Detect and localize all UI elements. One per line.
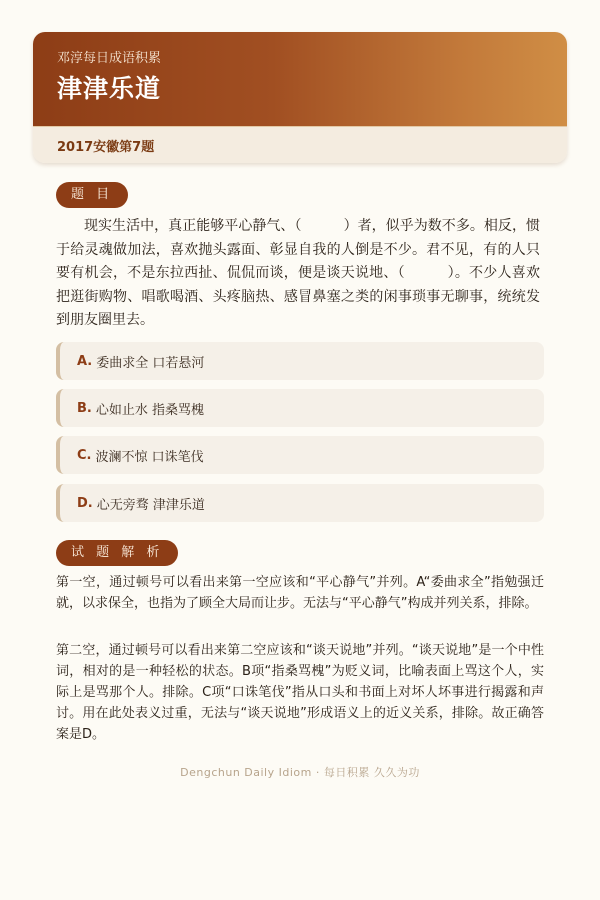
question-badge: 题 目 [56,182,128,208]
source-bar [33,126,567,163]
option-letter: A. [77,353,93,369]
option-text: 波澜不惊 口诛笔伐 [95,449,204,465]
analysis-badge: 试 题 解 析 [56,540,178,566]
footer-tagline: Dengchun Daily Idiom · 每日积累 久久为功 [180,766,420,779]
header-subtitle: 邓淳每日成语积累 [57,51,162,66]
option-c[interactable] [56,436,544,474]
option-d[interactable] [56,484,544,522]
option-letter: B. [77,400,92,416]
option-a[interactable] [56,342,544,380]
option-b[interactable] [56,389,544,427]
option-letter: C. [77,447,92,463]
header-banner [33,32,567,126]
option-text: 心无旁骛 津津乐道 [96,497,205,513]
option-letter: D. [77,495,93,511]
exam-source: 2017安徽第7题 [57,139,155,155]
option-text: 委曲求全 口若悬河 [96,355,205,371]
analysis-paragraph-2: 第二空，通过顿号可以看出来第二空应该和“谈天说地”并列。“谈天说地”是一个中性词，相对的是一种轻松的状态。B项“指桑骂槐”为贬义词，比喻表面上骂这个人，实际上是骂那个人。排除。C项“口诛笔伐”指从口头和书面上对坏人坏事进行揭露和声讨。用在此处表义过重，无法与“谈天说地”形成语义上的近义关系，排除。故正确答案是D。 [56,643,544,742]
option-text: 心如止水 指桑骂槐 [95,402,204,418]
header-card [33,32,567,163]
question-text: 现实生活中，真正能够平心静气、（ ）者，似乎为数不多。相反，惯于给灵魂做加法，喜欢抛头露面、彰显自我的人倒是不少。君不见，有的人只要有机会，不是东拉西扯、侃侃而谈，便是谈天说地、（ ）。不少人喜欢把逛街购物、唱歌喝酒、头疼脑热、感冒鼻塞之类的闲事琐事无聊事，统统发到朋友圈里去。 [56,218,540,328]
analysis-paragraph-1: 第一空，通过顿号可以看出来第一空应该和“平心静气”并列。A“委曲求全”指勉强迁就，以求保全，也指为了顾全大局而让步。无法与“平心静气”构成并列关系，排除。 [56,575,544,611]
idiom-title: 津津乐道 [57,74,162,103]
